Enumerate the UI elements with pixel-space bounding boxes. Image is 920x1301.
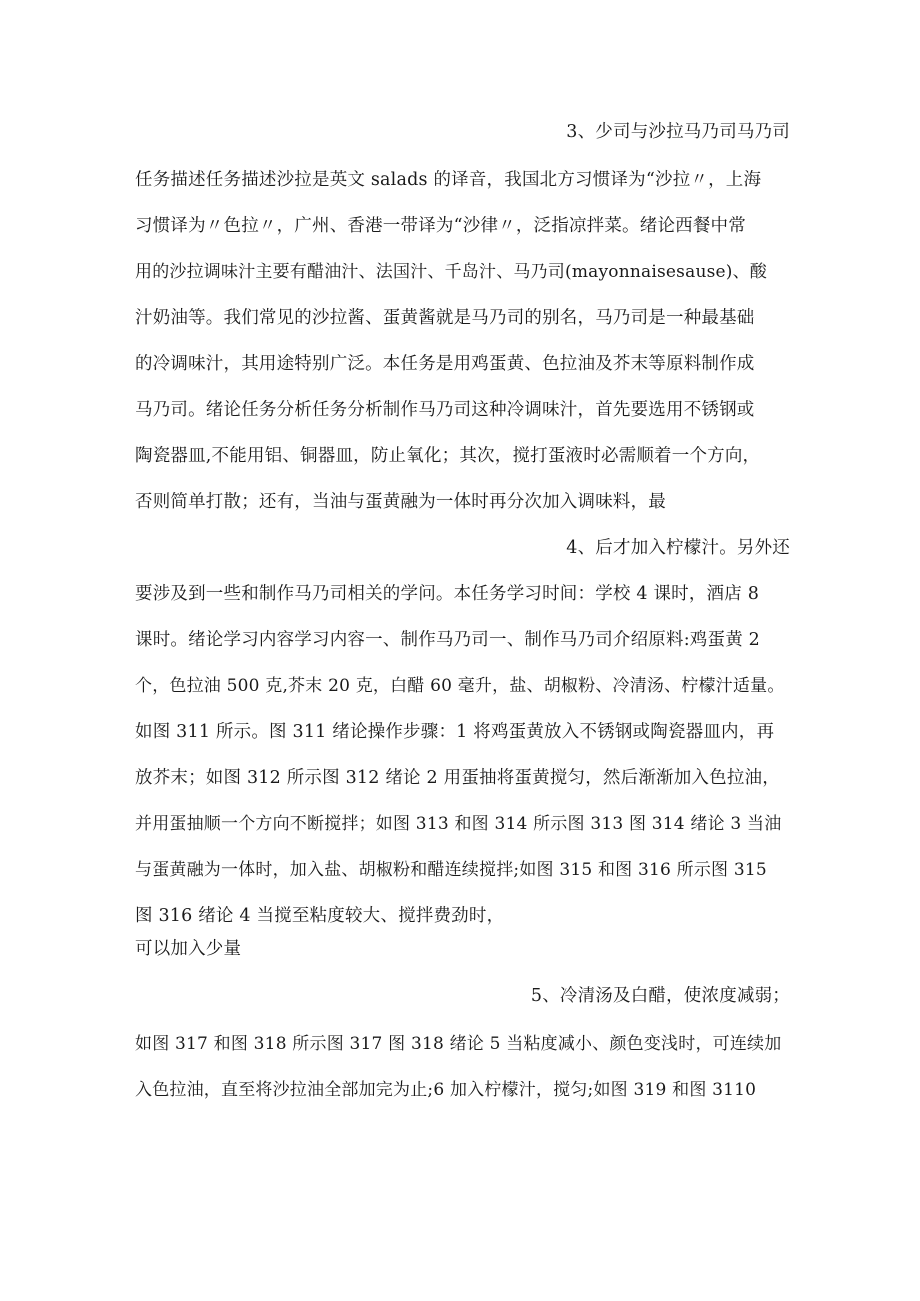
text-line: 可以加入少量 xyxy=(135,939,242,959)
section-heading-3: 3、少司与沙拉马乃司马乃司 xyxy=(566,122,790,142)
text-line: 用的沙拉调味汁主要有醋油汁、法国汁、千岛汁、马乃司(mayonnaisesause)、酸 xyxy=(135,262,768,282)
text-line: 入色拉油，直至将沙拉油全部加完为止;6 加入柠檬汁，搅匀;如图 319 和图 3110 xyxy=(135,1080,757,1100)
text-line: 汁奶油等。我们常见的沙拉酱、蛋黄酱就是马乃司的别名，马乃司是一种最基础 xyxy=(135,308,755,328)
text-line: 并用蛋抽顺一个方向不断搅拌；如图 313 和图 314 所示图 313 图 314 绪论 3 当油 xyxy=(135,814,782,834)
text-line: 任务描述任务描述沙拉是英文 salads 的译音，我国北方习惯译为“沙拉〃，上海 xyxy=(135,170,762,190)
text-line: 图 316 绪论 4 当搅至粘度较大、搅拌费劲时， xyxy=(135,906,505,926)
section-heading-5: 5、冷清汤及白醋，使浓度减弱； xyxy=(530,986,790,1006)
text-line: 如图 317 和图 318 所示图 317 图 318 绪论 5 当粘度减小、颜色变浅时，可连续加 xyxy=(135,1034,782,1054)
text-line: 马乃司。绪论任务分析任务分析制作马乃司这种冷调味汁，首先要选用不锈钢或 xyxy=(135,400,755,420)
text-line: 陶瓷器皿,不能用铝、铜器皿，防止氧化；其次，搅打蛋液时必需顺着一个方向， xyxy=(135,446,761,466)
text-line: 的冷调味汁，其用途特别广泛。本任务是用鸡蛋黄、色拉油及芥末等原料制作成 xyxy=(135,354,755,374)
text-line: 个，色拉油 500 克,芥末 20 克，白醋 60 毫升，盐、胡椒粉、冷清汤、柠檬汁适量。 xyxy=(135,676,785,696)
text-line: 否则简单打散；还有，当油与蛋黄融为一体时再分次加入调味料，最 xyxy=(135,492,666,512)
text-line: 课时。绪论学习内容学习内容一、制作马乃司一、制作马乃司介绍原料:鸡蛋黄 2 xyxy=(135,630,760,650)
text-line: 习惯译为〃色拉〃，广州、香港一带译为“沙律〃，泛指凉拌菜。绪论西餐中常 xyxy=(135,216,746,236)
text-line: 放芥末；如图 312 所示图 312 绪论 2 用蛋抽将蛋黄搅匀，然后渐渐加入色拉油， xyxy=(135,768,780,788)
text-line: 如图 311 所示。图 311 绪论操作步骤：1 将鸡蛋黄放入不锈钢或陶瓷器皿内，再 xyxy=(135,722,775,742)
text-line: 与蛋黄融为一体时，加入盐、胡椒粉和醋连续搅拌;如图 315 和图 316 所示图 315 xyxy=(135,860,767,880)
text-line: 要涉及到一些和制作马乃司相关的学问。本任务学习时间：学校 4 课时，酒店 8 xyxy=(135,584,760,604)
section-heading-4: 4、后才加入柠檬汁。另外还 xyxy=(566,538,790,558)
